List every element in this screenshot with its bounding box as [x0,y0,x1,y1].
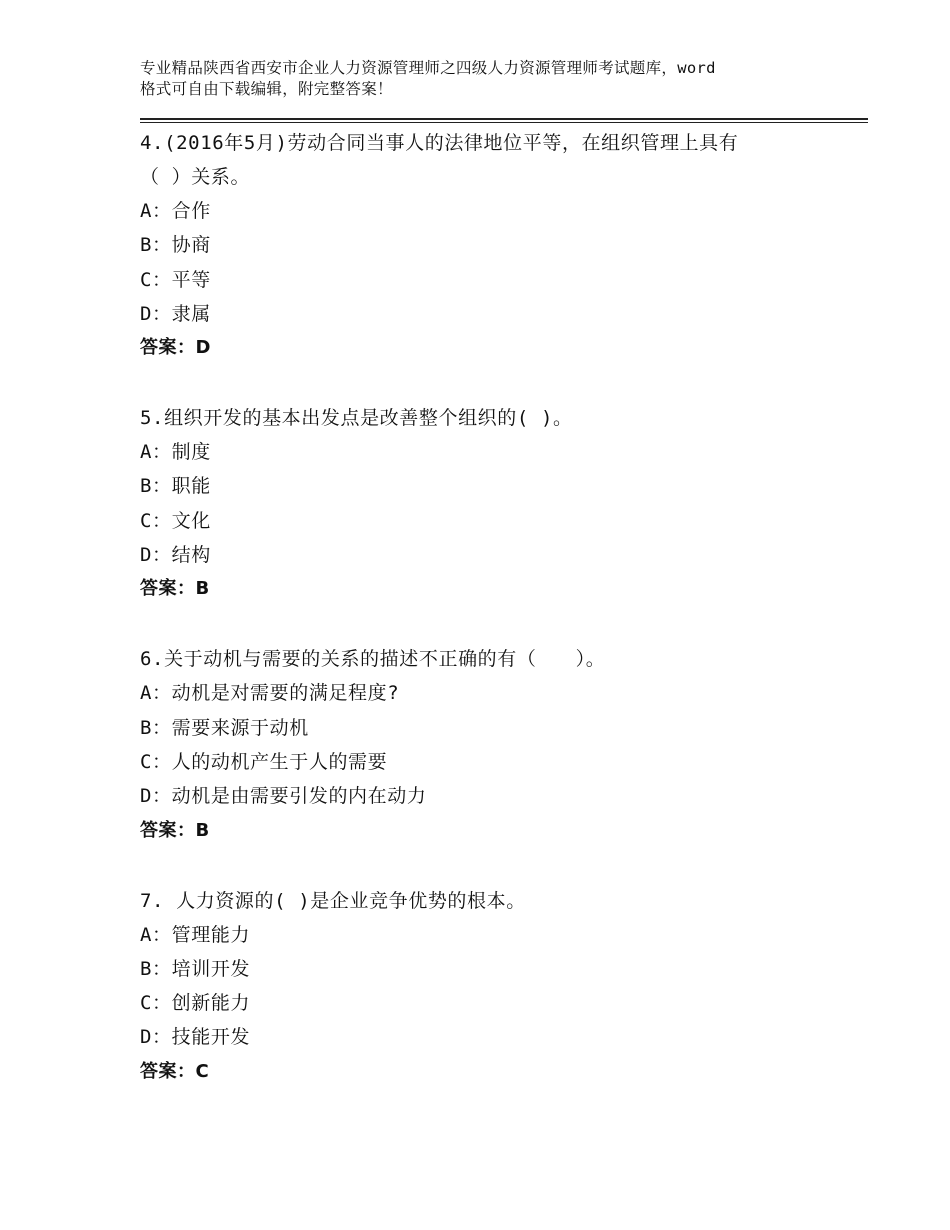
question-5-option-c: C：文化 [140,509,211,532]
question-4-option-a: A：合作 [140,200,211,222]
question-7-option-a: A：管理能力 [140,923,251,946]
document-page [140,58,868,1089]
question-5-option-a: A：制度 [140,441,211,464]
question-5 [140,401,868,606]
question-7-stem: 7. 人力资源的( )是企业竞争优势的根本。 [140,889,526,912]
question-4-answer: 答案：D [140,337,211,359]
question-5-answer: 答案：B [140,578,210,600]
question-5-stem: 5.组织开发的基本出发点是改善整个组织的( )。 [140,407,573,430]
question-7-answer: 答案：C [140,1060,210,1082]
question-spacer [140,848,868,884]
question-4-option-c: C：平等 [140,268,211,291]
question-4-stem-line-2: （ ）关系。 [140,166,251,188]
question-6-option-a: A：动机是对需要的满足程度? [140,682,400,705]
question-spacer [140,365,868,401]
question-4-option-b: B：协商 [140,234,211,257]
question-6-answer: 答案：B [140,819,210,841]
header-line-2: 格式可自由下载编辑，附完整答案！ [140,80,393,98]
question-7-option-c: C：创新能力 [140,992,251,1015]
question-7-option-d: D：技能开发 [140,1026,251,1049]
question-4 [140,126,868,365]
header-divider-thick [140,118,868,120]
question-5-option-b: B：职能 [140,475,211,498]
question-spacer [140,606,868,642]
header-line-1: 专业精品陕西省西安市企业人力资源管理师之四级人力资源管理师考试题库，word [140,59,716,77]
question-6-option-d: D：动机是由需要引发的内在动力 [140,785,427,808]
question-7-option-b: B：培训开发 [140,957,251,980]
question-7 [140,884,868,1089]
document-header [140,58,868,100]
question-6-option-b: B：需要来源于动机 [140,716,309,739]
question-6 [140,642,868,847]
question-4-stem-line-1: 4.(2016年5月)劳动合同当事人的法律地位平等，在组织管理上具有 [140,132,739,154]
question-5-option-d: D：结构 [140,544,211,567]
header-divider-thin [140,122,868,123]
question-6-stem: 6.关于动机与需要的关系的描述不正确的有（ ）。 [140,648,606,671]
question-4-option-d: D：隶属 [140,302,211,325]
question-6-option-c: C：人的动机产生于人的需要 [140,750,388,773]
